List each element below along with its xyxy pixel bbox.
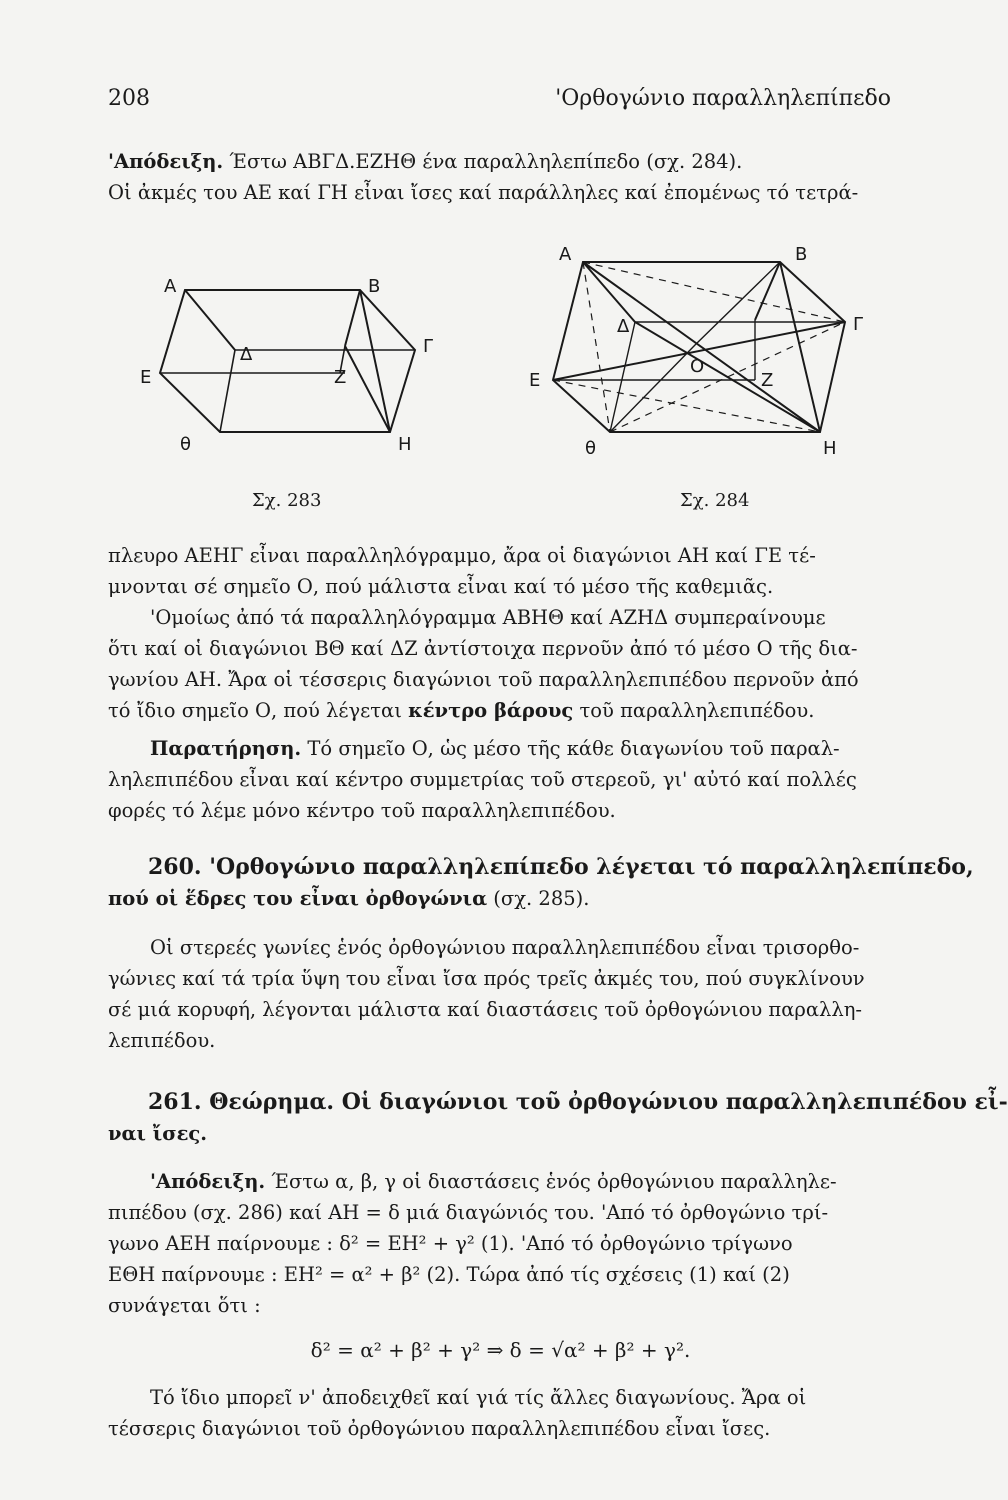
fig284-label-e: E [529,370,541,391]
section-261 [108,1087,1008,1149]
fig284-edges-thin [553,262,845,432]
term-center-of-mass: κέντρο βάρους [408,699,574,722]
text-line: συνάγεται ὅτι : [108,1294,261,1317]
fig284-label-b: B [795,244,808,265]
text-line: πιπέδου (σχ. 286) καί ΑΗ = δ μιά διαγώνιός του. 'Από τό ὀρθογώνιο τρί- [108,1201,829,1224]
text-fragment: Τό σημεῖο Ο, ὡς μέσο τῆς κάθε διαγωνίου τοῦ παραλ- [307,737,840,760]
text-line: ὅτι καί οἱ διαγώνιοι ΒΘ καί ΔΖ ἀντίστοιχα περνοῦν ἀπό τό μέσο Ο τῆς δια- [108,637,858,660]
note-label: Παρατήρηση. [150,737,302,760]
fig284-label-h: H [823,438,837,459]
proof-line: Έστω ΑΒΓΔ.ΕΖΗΘ ένα παραλληλεπίπεδο (σχ. 284). [229,150,743,173]
text-line: ΕΘΗ παίρνουμε : ΕΗ² = α² + β² (2). Τώρα ἀπό τίς σχέσεις (1) καί (2) [108,1263,790,1286]
fig284-label-d: Δ [617,316,630,337]
fig283-label-d: Δ [240,344,253,365]
text-line: λεπιπέδου. [108,1029,216,1052]
proof-line: Οἱ ἀκμές του ΑΕ καί ΓΗ εἶναι ἴσες καί παράλληλες καί ἐπομένως τό τετρά- [108,181,859,204]
fig284-label-o: O [690,356,705,377]
fig283-edges-mid [160,346,415,432]
fig284-label-th: θ [585,438,597,459]
fig283-label-th: θ [180,434,192,455]
fig284-diagonals [553,262,845,432]
fig283-inner [185,290,390,432]
fig283-edges-solid [160,290,415,432]
figure-283 [140,270,440,460]
text-line: γώνιες καί τά τρία ὕψη του εἶναι ἴσα πρός τρεῖς ἀκμές του, πού συγκλίνουν [108,967,865,990]
section-261-heading-cont: ναι ἴσες. [108,1122,208,1145]
text-line: Τό ἴδιο μπορεῖ ν' ἀποδειχθεῖ καί γιά τίς ἄλλες διαγωνίους. Ἄρα οἱ [150,1386,807,1409]
fig283-label-h: H [398,434,412,455]
fig283-label-b: B [368,276,381,297]
proof-261 [108,1166,893,1444]
text-fragment: Έστω α, β, γ οἱ διαστάσεις ἑνός ὀρθογώνιου παραλληλε- [271,1170,837,1193]
page-number: 208 [108,86,150,111]
fig284-edges-solid [553,262,845,432]
fig284-dashed [553,262,845,432]
page-header [108,86,891,116]
section-260-definition: πού οἱ ἕδρες του εἶναι ὀρθογώνια [108,887,488,910]
fig283-label-e: E [140,367,152,388]
text-fragment: τοῦ παραλληλεπιπέδου. [579,699,815,722]
text-line: σέ μιά κορυφή, λέγονται μάλιστα καί διαστάσεις τοῦ ὀρθογώνιου παραλλη- [108,998,863,1021]
proof-label: 'Απόδειξη. [108,150,224,173]
text-line: φορές τό λέμε μόνο κέντρο τοῦ παραλληλεπιπέδου. [108,799,616,822]
proof-label: 'Απόδειξη. [150,1170,266,1193]
main-equation: δ² = α² + β² + γ² ⇒ δ = √α² + β² + γ². [310,1338,691,1362]
text-line: μνονται σέ σημεῖο Ο, πού μάλιστα εἶναι καί τό μέσο τῆς καθεμιᾶς. [108,575,774,598]
section-260-heading: 260. 'Ορθογώνιο παραλληλεπίπεδο λέγεται τό παραλληλεπίπεδο, [148,854,974,880]
fig283-label-g: Γ [423,336,434,357]
fig284-label-z: Z [761,370,774,391]
text-line: πλευρο ΑΕΗΓ εἶναι παραλληλόγραμμο, ἄρα οἱ διαγώνιοι ΑΗ καί ΓΕ τέ- [108,544,816,567]
text-line: ληλεπιπέδου εἶναι καί κέντρο συμμετρίας τοῦ στερεοῦ, γι' αὐτό καί πολλές [108,768,857,791]
note-paragraph [108,733,893,826]
text-line: γωνίου ΑΗ. Ἄρα οἱ τέσσερις διαγώνιοι τοῦ παραλληλεπιπέδου περνοῦν ἀπό [108,668,859,691]
paragraph-center [108,540,893,726]
text-fragment: (σχ. 285). [493,887,590,910]
text-line: Οἱ στερεές γωνίες ἑνός ὀρθογώνιου παραλληλεπιπέδου εἶναι τρισορθο- [150,936,860,959]
figure-284 [525,240,870,470]
text-fragment: τό ἴδιο σημεῖο Ο, πού λέγεται [108,699,402,722]
section-261-heading: 261. Θεώρημα. Οἱ διαγώνιοι τοῦ ὀρθογώνιου παραλληλεπιπέδου εἶ- [148,1089,1008,1115]
fig284-label-a: A [559,244,572,265]
fig283-label-a: A [164,276,177,297]
text-line: γωνο ΑΕΗ παίρνουμε : δ² = ΕΗ² + γ² (1). 'Από τό ὀρθογώνιο τρίγωνο [108,1232,793,1255]
figure-284-caption: Σχ. 284 [680,490,750,511]
fig284-label-g: Γ [853,314,864,335]
section-260 [108,852,974,1056]
running-title: 'Ορθογώνιο παραλληλεπίπεδο [555,86,891,111]
figure-283-caption: Σχ. 283 [252,490,322,511]
fig283-label-z: Z [334,367,347,388]
text-line: 'Ομοίως ἀπό τά παραλληλόγραμμα ΑΒΗΘ καί ΑΖΗΔ συμπεραίνουμε [150,606,826,629]
proof-284 [108,146,893,208]
text-line: τέσσερις διαγώνιοι τοῦ ὀρθογώνιου παραλληλεπιπέδου εἶναι ἴσες. [108,1417,771,1440]
